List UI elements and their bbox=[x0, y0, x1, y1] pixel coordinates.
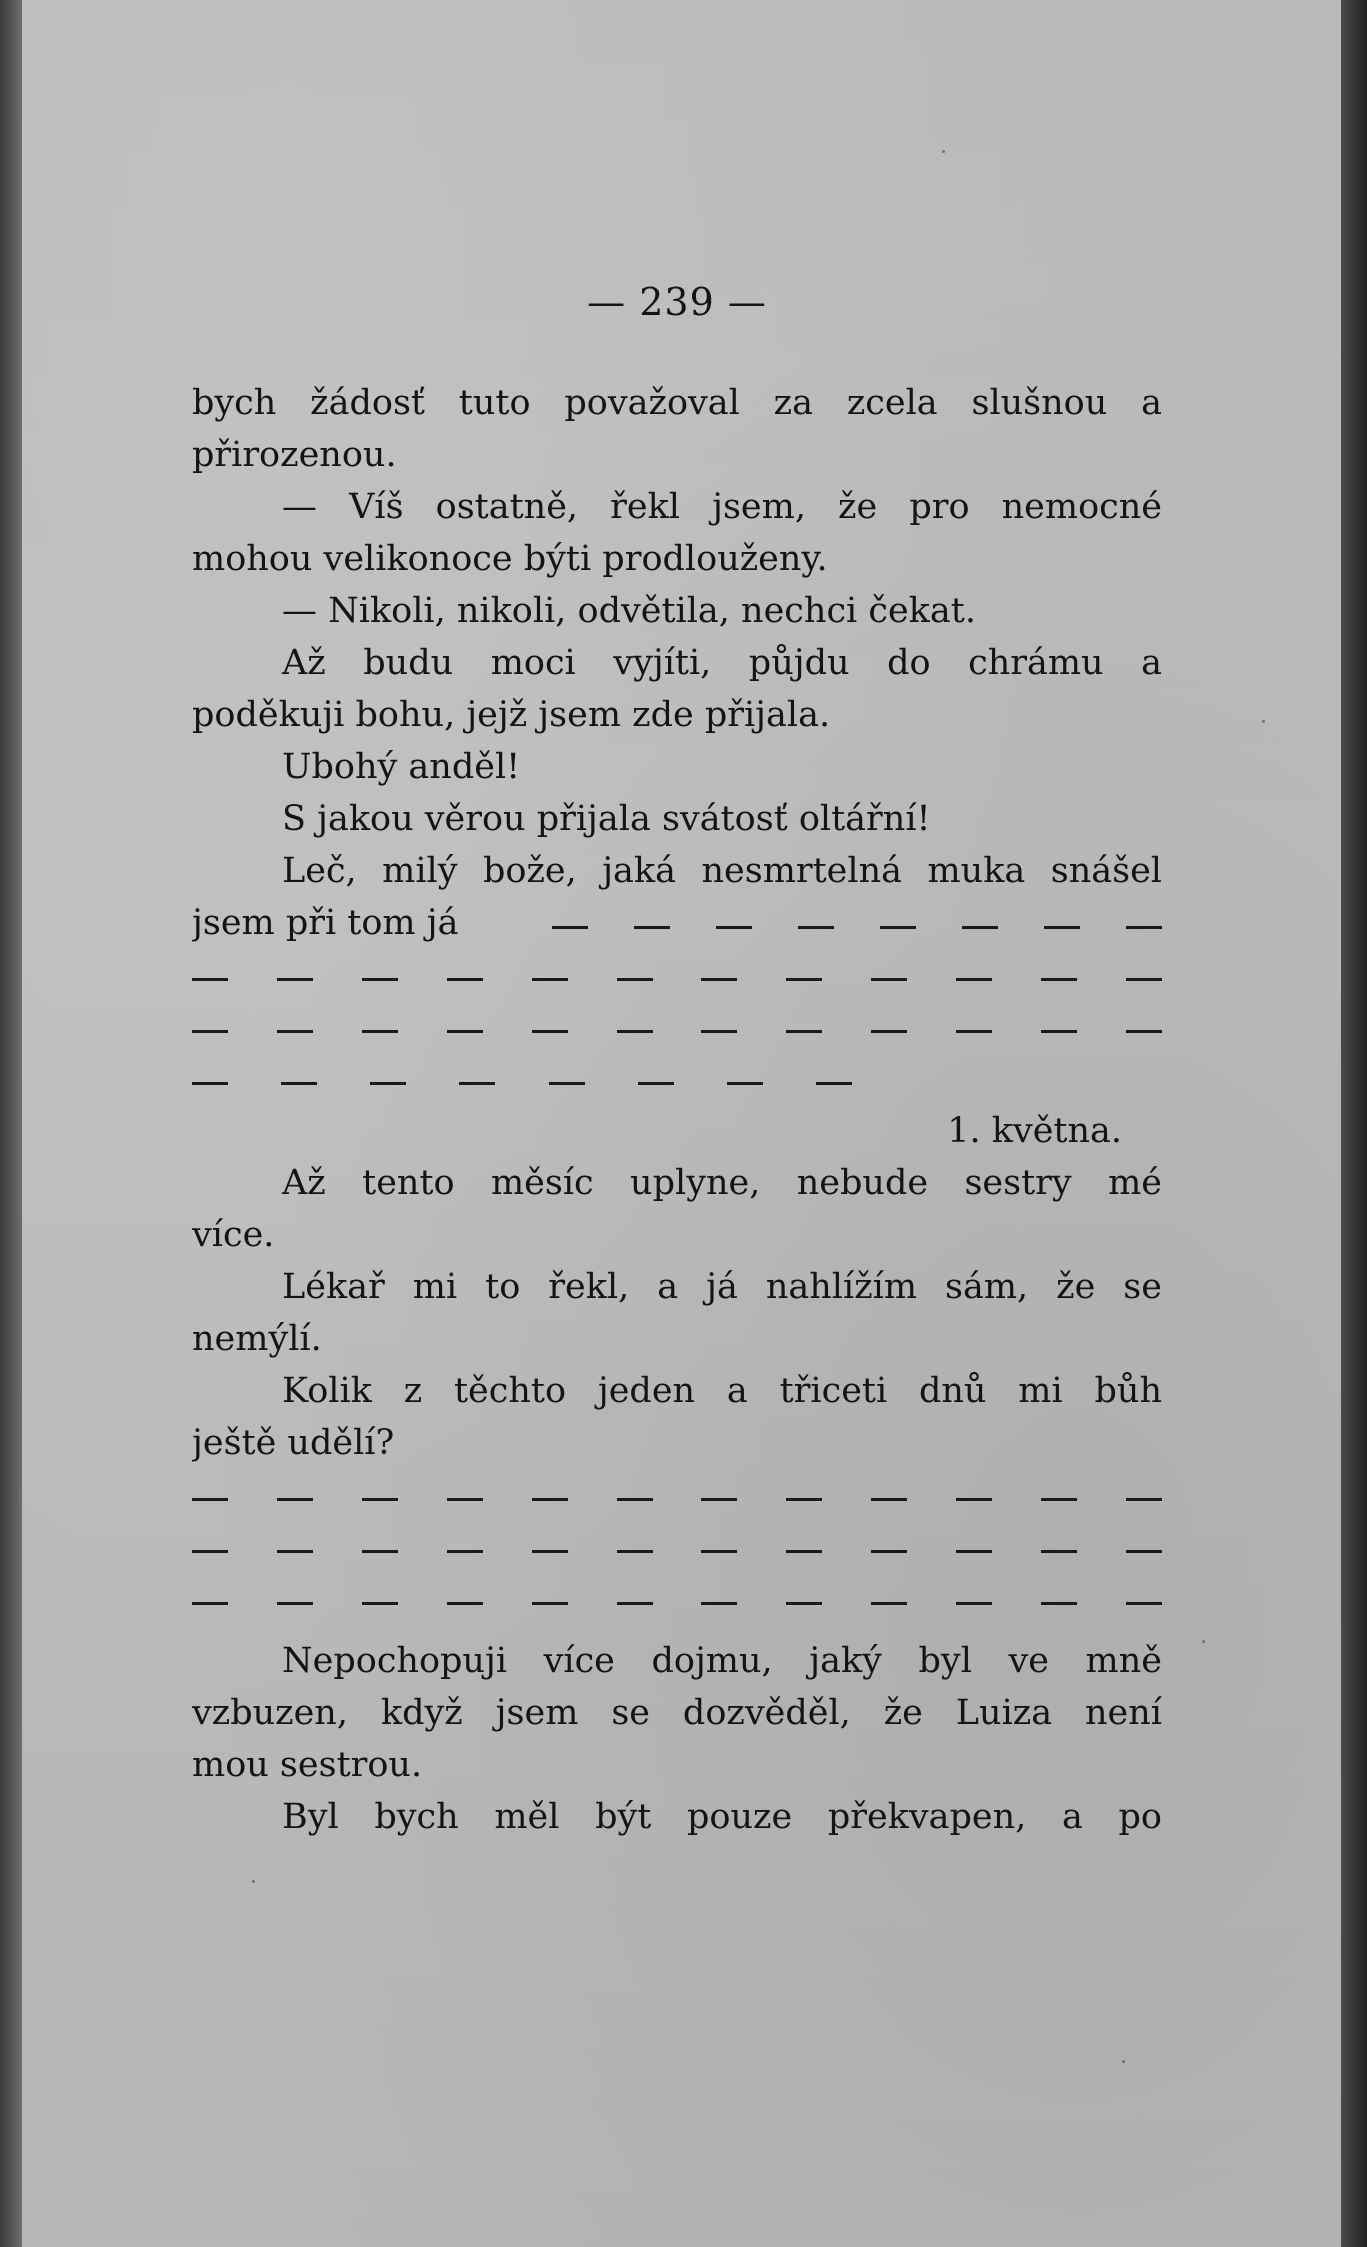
page-number: — 239 — bbox=[587, 280, 767, 324]
paper-speck bbox=[942, 150, 945, 153]
paper-speck bbox=[1202, 1640, 1205, 1643]
text-line: Až tento měsíc uplyne, nebude sestry mé bbox=[282, 1163, 1162, 1203]
dash-row bbox=[192, 1470, 1162, 1520]
text-line: Byl bych měl být pouze překvapen, a po bbox=[282, 1797, 1162, 1837]
paper-speck bbox=[1122, 2060, 1125, 2063]
dash-row bbox=[552, 898, 1162, 948]
text-line: Lékař mi to řekl, a já nahlížím sám, že se bbox=[282, 1267, 1162, 1307]
text-line: Leč, milý bože, jaká nesmrtelná muka snášel bbox=[282, 851, 1162, 891]
text-line: bych žádosť tuto považoval za zcela slušnou a bbox=[192, 383, 1162, 423]
text-line: ještě udělí? bbox=[192, 1423, 395, 1463]
text-line: — Nikoli, nikoli, odvětila, nechci čekat. bbox=[282, 591, 976, 631]
page-left-edge bbox=[0, 0, 22, 2247]
text-line: více. bbox=[192, 1215, 275, 1255]
text-line: mou sestrou. bbox=[192, 1745, 423, 1785]
text-line: jsem při tom já bbox=[192, 903, 459, 943]
text-line: nemýlí. bbox=[192, 1319, 322, 1359]
dash-row bbox=[192, 950, 1162, 1000]
text-line: poděkuji bohu, jejž jsem zde přijala. bbox=[192, 695, 831, 735]
diary-date: 1. května. bbox=[947, 1111, 1122, 1151]
paper-speck bbox=[1262, 720, 1265, 723]
paper-speck bbox=[252, 1880, 255, 1883]
text-line: Nepochopuji více dojmu, jaký byl ve mně bbox=[282, 1641, 1162, 1681]
page-right-edge bbox=[1341, 0, 1367, 2247]
dash-row bbox=[192, 1002, 1162, 1052]
text-line: vzbuzen, když jsem se dozvěděl, že Luiza není bbox=[192, 1693, 1162, 1733]
dash-row bbox=[192, 1054, 852, 1104]
dash-row bbox=[192, 1574, 1162, 1624]
dash-row bbox=[192, 1522, 1162, 1572]
text-line: mohou velikonoce býti prodlouženy. bbox=[192, 539, 828, 579]
text-line: — Víš ostatně, řekl jsem, že pro nemocné bbox=[282, 487, 1162, 527]
text-line: Kolik z těchto jeden a třiceti dnů mi bůh bbox=[282, 1371, 1162, 1411]
text-line: Ubohý anděl! bbox=[282, 747, 521, 787]
book-page bbox=[22, 0, 1342, 2247]
text-line-with-dashes bbox=[192, 898, 1162, 948]
text-line: Až budu moci vyjíti, půjdu do chrámu a bbox=[282, 643, 1162, 683]
text-line: S jakou věrou přijala svátosť oltářní! bbox=[282, 799, 931, 839]
text-line: přirozenou. bbox=[192, 435, 397, 475]
